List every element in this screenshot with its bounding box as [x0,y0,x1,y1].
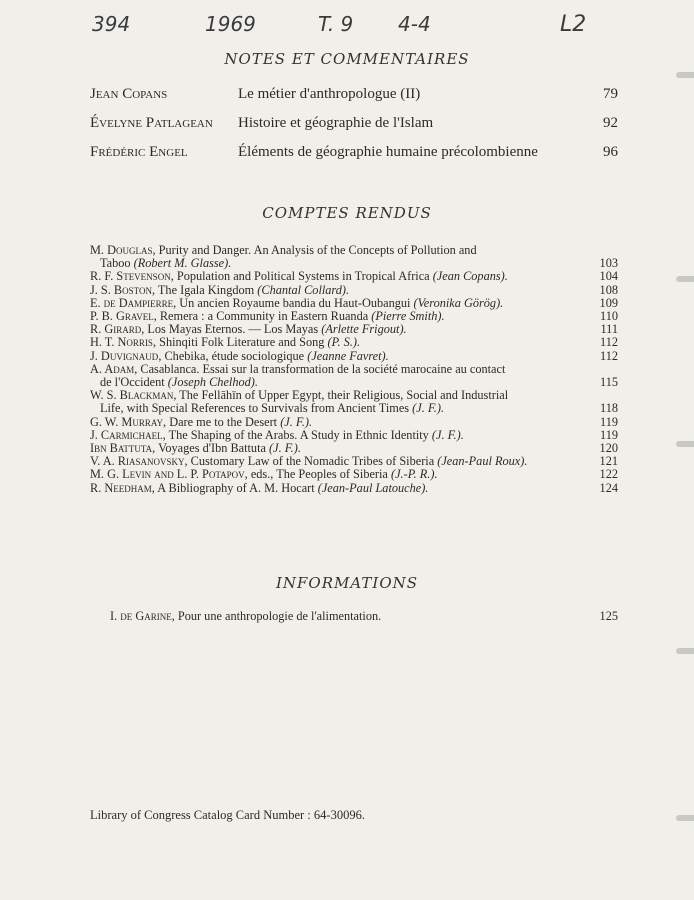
reviewer: (Joseph Chelhod). [167,375,258,390]
reviewer: (J. F.). [412,401,445,416]
review-page: 111 [600,322,618,337]
review-author: V. A. Riasanovsky [90,454,185,469]
review-author: J. S. Boston [90,282,152,297]
review-entry: E. de Dampierre, Un ancien Royaume bandia du Haut-Oubangui (Veronika Görög). [90,295,504,310]
review-author: Ibn Battuta [90,441,153,456]
review-page: 119 [600,427,618,442]
review-entry: R. F. Stevenson, Population and Political Systems in Tropical Africa (Jean Copans). [90,269,508,284]
review-entry: G. W. Murray, Dare me to the Desert (J. F.). [90,414,313,429]
review-page: 103 [599,256,618,271]
review-page: 121 [599,454,618,469]
reviewer: (Jeanne Favret). [307,348,389,363]
reviewer: (Jean Copans). [432,269,508,284]
note-author: Frédéric Engel [90,144,188,160]
review-entry: H. T. Norris, Shinqiti Folk Literature and Song (P. S.). [90,335,361,350]
review-entry: J. Duvignaud, Chebika, étude sociologique (Jeanne Favret). [90,348,389,363]
binder-clip [676,72,694,78]
review-title: Casablanca. Essai sur la transformation de la société marocaine au contact [140,361,506,376]
catalog-card-number: Library of Congress Catalog Card Number : 64-30096. [90,808,365,822]
note-author: Évelyne Patlagean [90,115,213,131]
review-author: P. B. Gravel [90,309,154,324]
review-entry: J. Carmichael, The Shaping of the Arabs. A Study in Ethnic Identity (J. F.). [90,427,464,442]
review-title: Population and Political Systems in Tropical Africa [176,269,430,284]
reviewer: (Jean-Paul Latouche). [317,480,429,495]
review-title: The Fellāhīn of Upper Egypt, their Religious, Social and Industrial [179,388,509,403]
handwritten-number-1: 394 [92,12,131,36]
review-title: A Bibliography of A. M. Hocart [157,480,315,495]
review-page: 115 [600,375,618,390]
review-entry: R. Girard, Los Mayas Eternos. — Los Mayas (Arlette Frigout). [90,322,407,337]
handwritten-mark: L2 [560,12,587,37]
review-page: 124 [599,480,618,495]
review-title: The Igala Kingdom [157,282,255,297]
table-row [90,363,618,389]
reviews-list [90,244,618,495]
review-page: 104 [599,269,618,284]
reviewer: (Chantal Collard). [257,282,350,297]
review-title: Dare me to the Desert [169,414,278,429]
informations-heading: INFORMATIONS [275,574,419,592]
table-row [90,244,618,270]
review-title: Los Mayas Eternos. — Los Mayas [147,322,319,337]
review-title-cont: Life, with Special References to Survivals from Ancient Times [100,401,410,416]
binder-clip [676,276,694,282]
review-author: R. F. Stevenson [90,269,171,284]
review-author: M. Douglas [90,243,153,257]
reviewer: (Robert M. Glasse). [133,256,232,271]
reviewer: (J. F.). [431,427,464,442]
reviewer: (Jean-Paul Roux). [437,454,528,469]
info-title: Pour une anthropologie de l'alimentation. [177,609,382,623]
reviewer: (Veronika Görög). [413,295,504,310]
review-author: R. Needham [90,480,152,495]
review-page: 109 [599,295,618,310]
notes-heading: NOTES ET COMMENTAIRES [224,50,470,68]
review-title: Remera : a Community in Eastern Ruanda [159,309,369,324]
note-title: Le métier d'anthropologue (II) [238,86,421,102]
handwritten-year: 1969 [205,12,256,36]
comptes-rendus-heading: COMPTES RENDUS [262,204,432,222]
handwritten-issue: 4-4 [398,12,431,36]
review-author: M. G. Levin and L. P. Potapov [90,467,245,482]
review-title-cont: Taboo [100,256,131,271]
info-author: I. de Garine [110,609,172,623]
review-author: W. S. Blackman [90,388,174,403]
review-title: Shinqiti Folk Literature and Song [159,335,325,350]
reviewer: (Arlette Frigout). [321,322,407,337]
note-title: Éléments de géographie humaine précolombienne [238,144,538,160]
review-page: 112 [600,348,618,363]
review-entry: V. A. Riasanovsky, Customary Law of the Nomadic Tribes of Siberia (Jean-Paul Roux). [90,454,528,469]
review-author: G. W. Murray [90,414,164,429]
review-entry: P. B. Gravel, Remera : a Community in Eastern Ruanda (Pierre Smith). [90,309,445,324]
binder-clip [676,815,694,821]
reviewer: (P. S.). [327,335,361,350]
binder-clip [676,441,694,447]
review-entry: W. S. Blackman, The Fellāhīn of Upper Egypt, their Religious, Social and Industrial Life, with Special References to Survivals from Ancient Times (J. F.). [90,388,509,416]
review-page: 108 [599,282,618,297]
review-author: E. de Dampierre [90,295,174,310]
binder-clip [676,648,694,654]
review-title-cont: de l'Occident [100,375,165,390]
review-entry: M. G. Levin and L. P. Potapov, eds., The Peoples of Siberia (J.-P. R.). [90,467,438,482]
reviewer: (Pierre Smith). [371,309,445,324]
list-item [90,86,618,115]
review-page: 120 [599,441,618,456]
review-title: Customary Law of the Nomadic Tribes of Siberia [190,454,435,469]
review-page: 122 [599,467,618,482]
info-entry: I. de Garine, Pour une anthropologie de l'alimentation. [110,609,382,623]
note-page: 92 [603,115,618,131]
review-author: R. Girard [90,322,142,337]
list-item [90,144,618,173]
review-author: J. Carmichael [90,427,163,442]
note-page: 96 [603,144,618,160]
list-item [110,609,618,624]
review-title: The Shaping of the Arabs. A Study in Ethnic Identity [168,427,429,442]
review-title: Voyages d'Ibn Battuta [158,441,266,456]
review-author: H. T. Norris [90,335,153,350]
reviewer: (J.-P. R.). [390,467,438,482]
review-page: 112 [600,335,618,350]
list-item [90,115,618,144]
review-title: eds., The Peoples of Siberia [250,467,388,482]
review-author: A. Adam [90,361,135,376]
review-page: 110 [600,309,618,324]
review-entry: Ibn Battuta, Voyages d'Ibn Battuta (J. F.). [90,441,301,456]
review-page: 119 [600,414,618,429]
review-page: 118 [600,401,618,416]
info-page: 125 [599,609,618,623]
note-page: 79 [603,86,618,102]
review-title: Purity and Danger. An Analysis of the Concepts of Pollution and [158,243,477,257]
reviewer: (J. F.). [280,414,313,429]
note-title: Histoire et géographie de l'Islam [238,115,434,131]
handwritten-tome: T. 9 [318,12,354,36]
review-entry: R. Needham, A Bibliography of A. M. Hocart (Jean-Paul Latouche). [90,480,429,495]
review-title: Chebika, étude sociologique [164,348,305,363]
note-author: Jean Copans [90,86,168,102]
reviewer: (J. F.). [269,441,301,456]
review-entry: M. Douglas, Purity and Danger. An Analysis of the Concepts of Pollution and Taboo (Robert M. Glasse). [90,243,477,271]
notes-list [90,86,618,173]
review-entry: J. S. Boston, The Igala Kingdom (Chantal Collard). [90,282,350,297]
table-row [90,389,618,415]
review-title: Un ancien Royaume bandia du Haut-Oubangui [179,295,411,310]
table-row [90,482,618,495]
review-author: J. Duvignaud [90,348,159,363]
review-entry: A. Adam, Casablanca. Essai sur la transformation de la société marocaine au contact de l'Occident (Joseph Chelhod). [90,361,506,390]
